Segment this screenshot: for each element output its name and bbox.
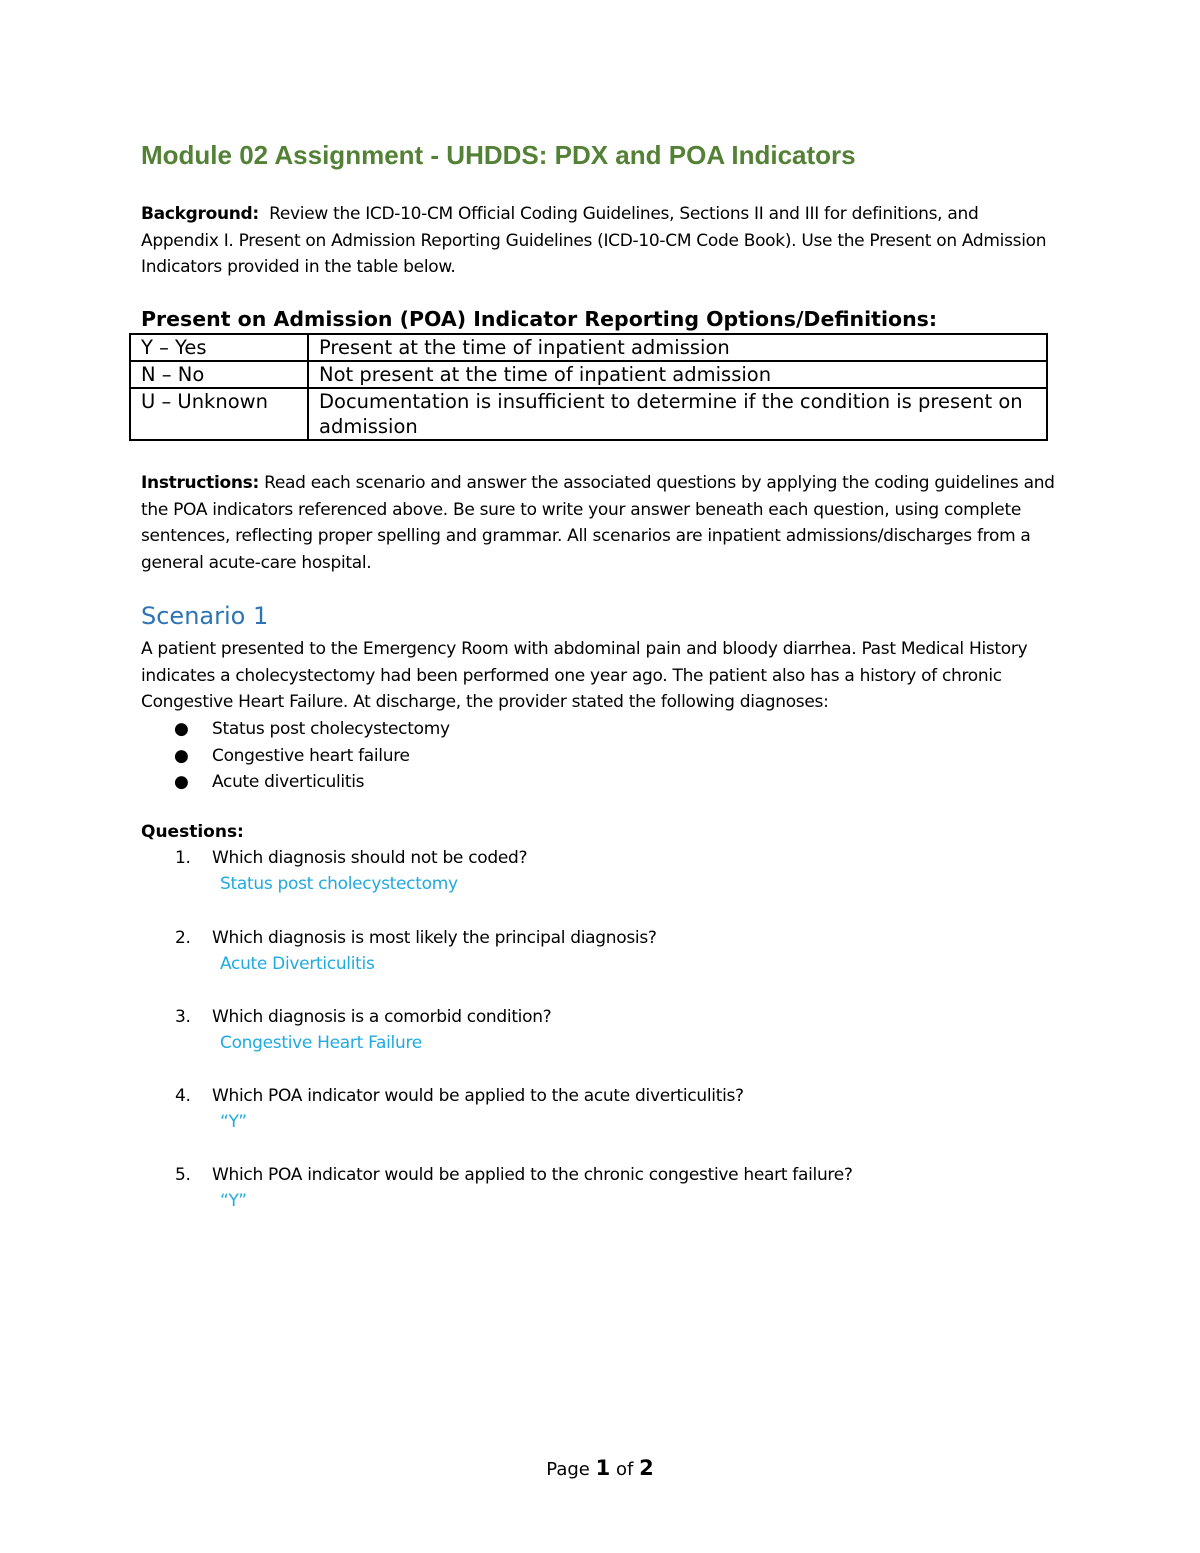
- poa-table: [129, 333, 1048, 441]
- poa-code: U – Unknown: [130, 388, 308, 440]
- question-number: 5.: [175, 1165, 191, 1185]
- diagnosis-text: Status post cholecystectomy: [212, 719, 450, 739]
- poa-code: N – No: [130, 361, 308, 388]
- diagnosis-text: Acute diverticulitis: [212, 772, 365, 793]
- poa-definition: Present at the time of inpatient admission: [308, 334, 1047, 361]
- instructions-label: Instructions:: [141, 473, 259, 493]
- list-item: [141, 769, 450, 796]
- document-title: Module 02 Assignment - UHDDS: PDX and POA Indicators: [141, 140, 856, 170]
- instructions-text: Read each scenario and answer the associated questions by applying the coding guidelines and the POA indicators referenced above. Be sure to write your answer beneath each question, using complete sentences, reflecting proper spelling and grammar. All scenarios are inpatient admissions/discharges from a general acute-care hospital.: [141, 473, 1055, 574]
- bullet-icon: ●: [174, 719, 189, 739]
- background-label: Background:: [141, 204, 259, 224]
- background-paragraph: [141, 201, 1056, 281]
- question-text: Which POA indicator would be applied to the acute diverticulitis?: [212, 1086, 744, 1106]
- question-text: Which POA indicator would be applied to the chronic congestive heart failure?: [212, 1165, 853, 1185]
- answer-text: Acute Diverticulitis: [220, 954, 375, 974]
- question-text: Which diagnosis should not be coded?: [212, 848, 528, 868]
- page-footer: [0, 1456, 1200, 1480]
- page-number: 1: [595, 1456, 611, 1480]
- poa-code: Y – Yes: [130, 334, 308, 361]
- answer-text: “Y”: [220, 1112, 247, 1132]
- poa-definition: Documentation is insufficient to determine if the condition is present on admission: [308, 388, 1047, 440]
- of-label: of: [615, 1459, 634, 1480]
- poa-definition: Not present at the time of inpatient admission: [308, 361, 1047, 388]
- answer-text: Congestive Heart Failure: [220, 1033, 422, 1053]
- instructions-paragraph: [141, 470, 1056, 577]
- questions-heading: Questions:: [141, 822, 244, 842]
- page-total: 2: [639, 1456, 654, 1480]
- answer-text: “Y”: [220, 1191, 247, 1211]
- poa-table-heading: Present on Admission (POA) Indicator Reporting Options/Definitions:: [141, 307, 938, 331]
- bullet-icon: ●: [174, 745, 189, 766]
- question-text: Which diagnosis is a comorbid condition?: [212, 1007, 552, 1027]
- question-text: Which diagnosis is most likely the principal diagnosis?: [212, 928, 657, 948]
- scenario-text: A patient presented to the Emergency Room with abdominal pain and bloody diarrhea. Past Medical History indicates a cholecystectomy had been performed one year ago. The patient also has a history of chronic Congestive Heart Failure. At discharge, the provider stated the following diagnoses:: [141, 639, 1028, 713]
- diagnosis-list: [141, 716, 450, 796]
- table-row: [130, 388, 1047, 440]
- question-number: 2.: [175, 928, 191, 948]
- answer-text: Status post cholecystectomy: [220, 874, 458, 894]
- diagnosis-text: Congestive heart failure: [212, 745, 410, 766]
- question-number: 1.: [175, 848, 191, 868]
- table-row: [130, 334, 1047, 361]
- background-text: Review the ICD-10-CM Official Coding Guidelines, Sections II and III for definitions, and Appendix I. Present on Admission Reporting Guidelines (ICD-10-CM Code Book). Use the Present on Admission Indicators provided in the table below.: [141, 204, 1047, 278]
- question-number: 3.: [175, 1007, 191, 1027]
- bullet-icon: ●: [174, 772, 189, 793]
- scenario-heading: Scenario 1: [141, 602, 269, 630]
- list-item: [141, 743, 450, 770]
- question-number: 4.: [175, 1086, 191, 1106]
- list-item: [141, 716, 450, 743]
- table-row: [130, 361, 1047, 388]
- page-label: Page: [546, 1459, 590, 1480]
